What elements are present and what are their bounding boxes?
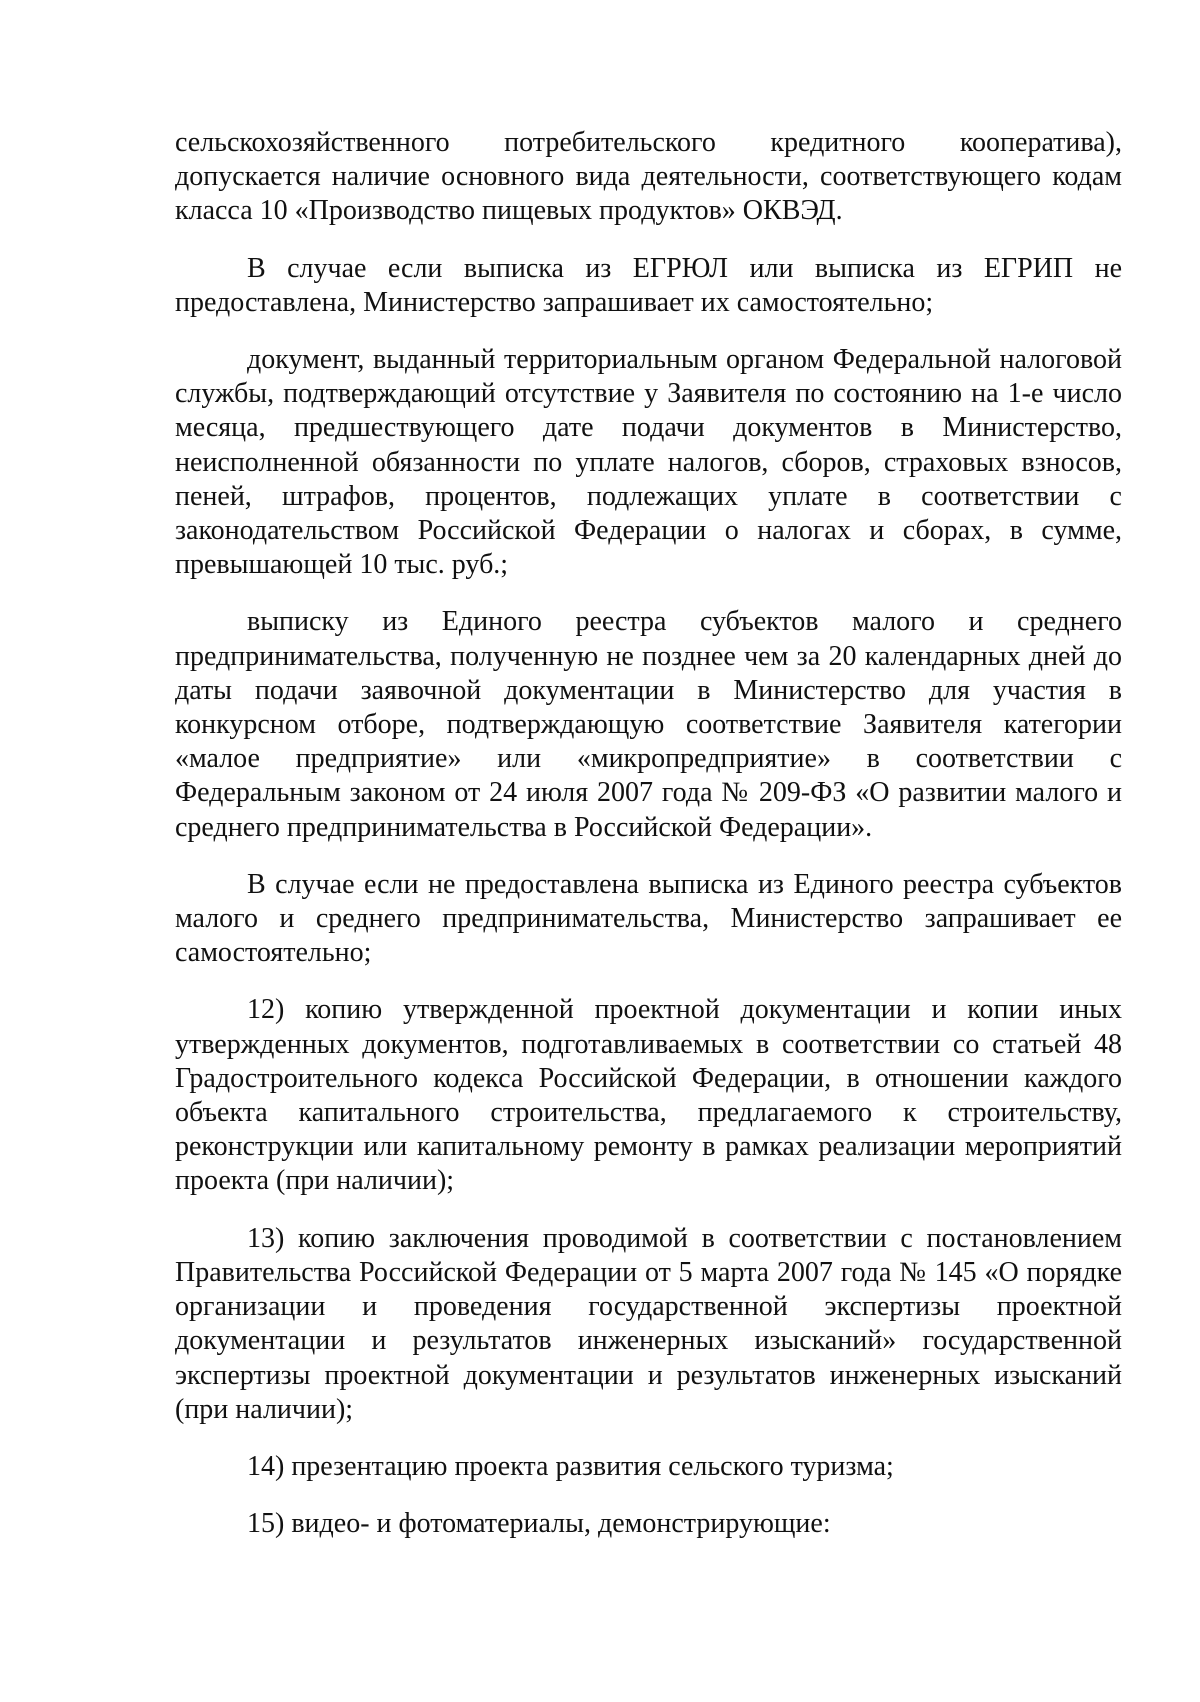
paragraph-cooperative-okved: сельскохозяйственного потребительского кредитного кооператива), допускается наличие основного вида деятельности, соответствующего кодам класса 10 «Производство пищевых продуктов» ОКВЭД.: [175, 127, 1122, 227]
document-body: [175, 126, 1122, 1564]
list-item-12-project-documentation: 12) копию утвержденной проектной документации и копии иных утвержденных документов, подготавливаемых в соответствии со статьей 48 Градостроительного кодекса Российской Федерации, в отношении каждого объекта капитального строительства, предлагаемого к строительству, реконструкции или капитальному ремонту в рамках реализации мероприятий проекта (при наличии);: [175, 994, 1122, 1197]
list-item-15-video-photo: 15) видео- и фотоматериалы, демонстрирующие:: [247, 1508, 831, 1540]
paragraph-tax-certificate: документ, выданный территориальным органом Федеральной налоговой службы, подтверждающий отсутствие у Заявителя по состоянию на 1-е число месяца, предшествующего дате подачи документов в Министерство, неисполненной обязанности по уплате налогов, сборов, страховых взносов, пеней, штрафов, процентов, подлежащих уплате в соответствии с законодательством Российской Федерации о налогах и сборах, в сумме, превышающей 10 тыс. руб.;: [175, 344, 1122, 581]
paragraph-sme-registry-extract: выписку из Единого реестра субъектов малого и среднего предпринимательства, полученную не позднее чем за 20 календарных дней до даты подачи заявочной документации в Министерство для участия в конкурсном отборе, подтверждающую соответствие Заявителя категории «малое предприятие» или «микропредприятие» в соответствии с Федеральным законом от 24 июля 2007 года № 209-ФЗ «О развитии малого и среднего предпринимательства в Российской Федерации».: [175, 606, 1122, 843]
paragraph-sme-registry-request: В случае если не предоставлена выписка из Единого реестра субъектов малого и среднего предпринимательства, Министерство запрашивает ее самостоятельно;: [175, 868, 1122, 969]
list-item-14-presentation: 14) презентацию проекта развития сельского туризма;: [247, 1450, 894, 1482]
paragraph-egrul-egrip-request: В случае если выписка из ЕГРЮЛ или выписка из ЕГРИП не предоставлена, Министерство запрашивает их самостоятельно;: [175, 252, 1122, 318]
list-item-13-expertise-conclusion: 13) копию заключения проводимой в соответствии с постановлением Правительства Российской Федерации от 5 марта 2007 года № 145 «О порядке организации и проведения государственной экспертизы проектной документации и результатов инженерных изысканий» государственной экспертизы проектной документации и результатов инженерных изысканий (при наличии);: [175, 1222, 1122, 1425]
